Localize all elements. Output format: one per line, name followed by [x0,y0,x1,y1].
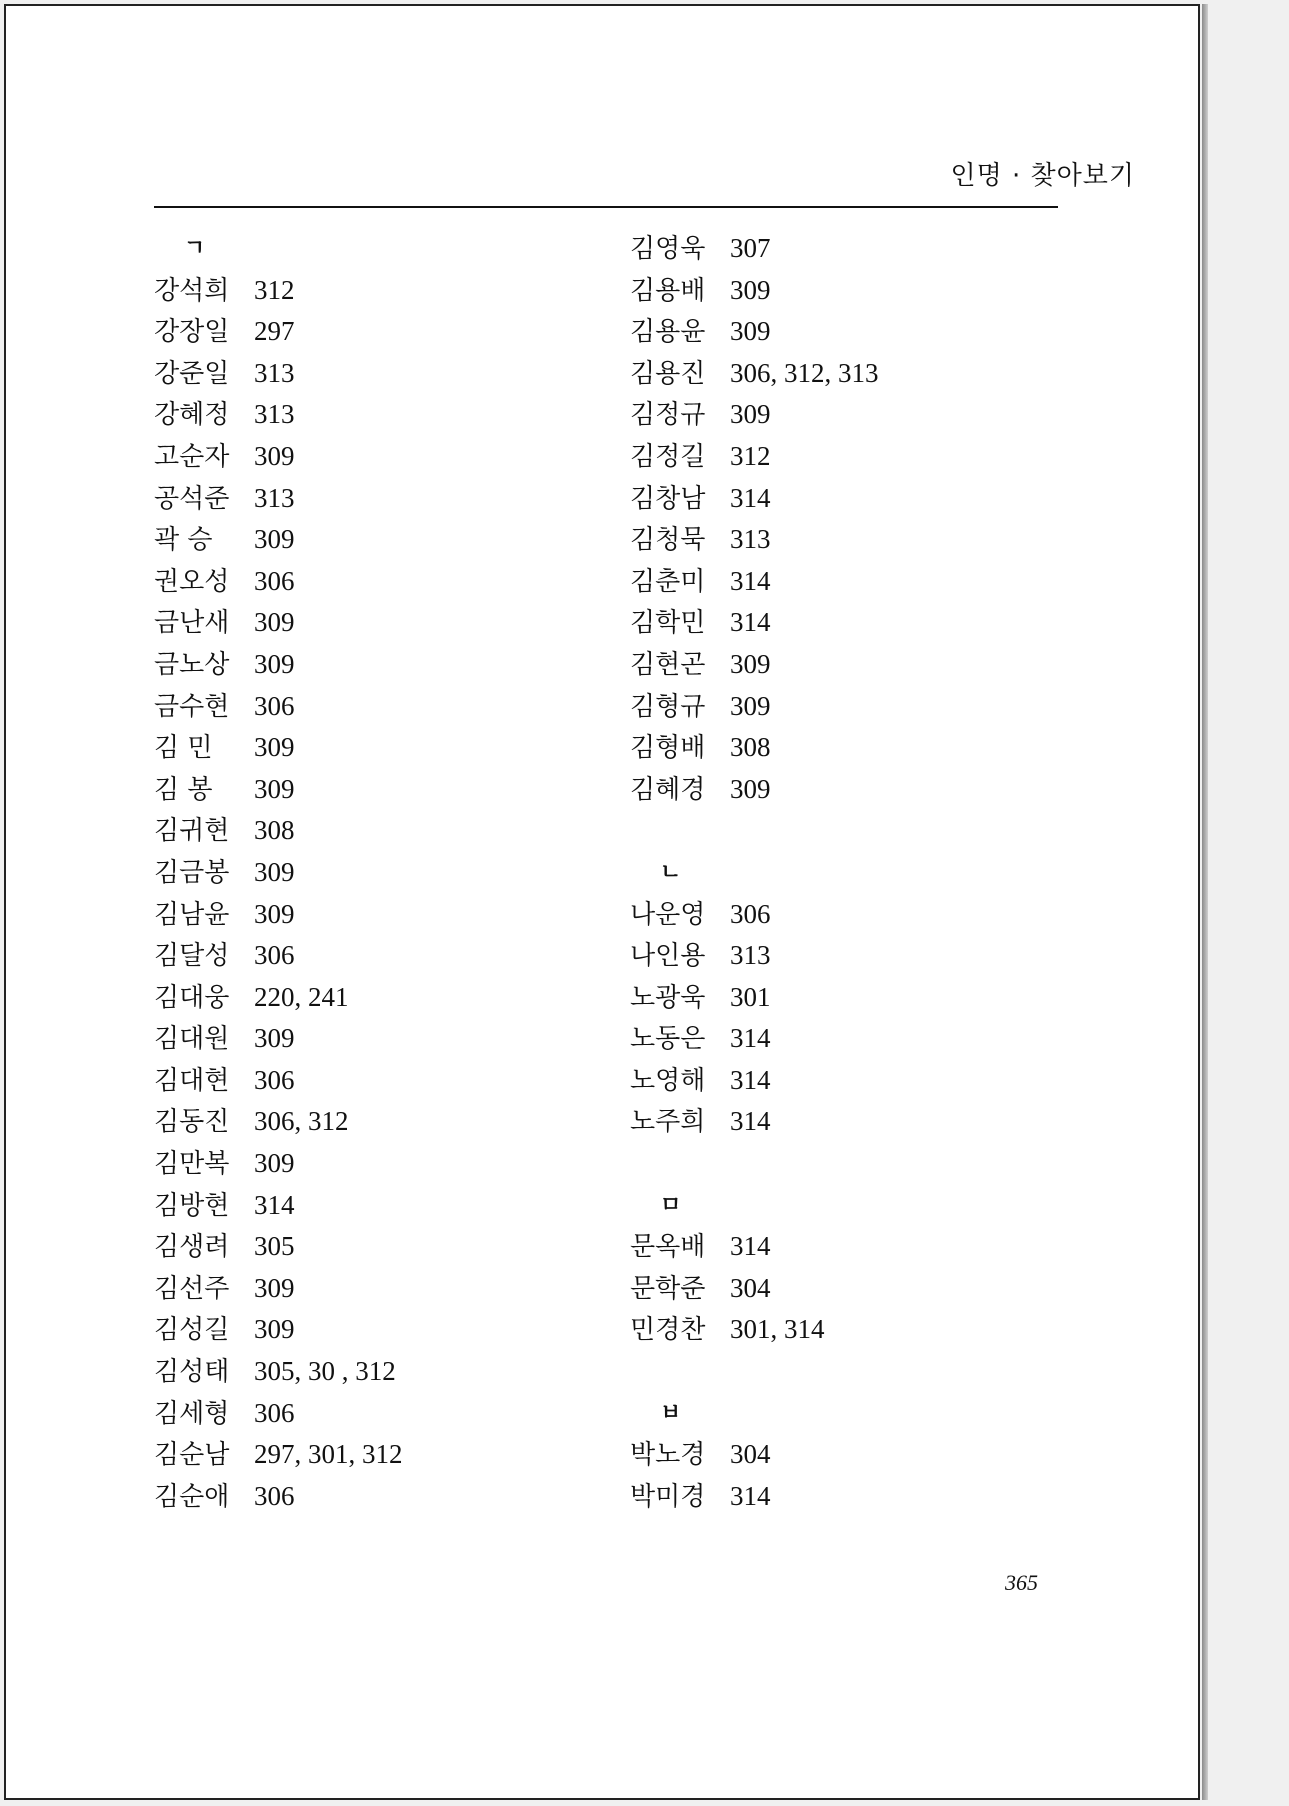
index-entry [630,270,1050,312]
index-entry [154,1143,574,1185]
index-entry [630,1309,1050,1351]
entry-pages: 314 [730,1064,771,1095]
index-entry [154,1476,574,1518]
entry-pages: 308 [730,732,771,763]
index-entry [630,1018,1050,1060]
entry-pages: 306, 312, 313 [730,357,879,388]
entry-name: 노주희 [630,1107,706,1138]
entry-name: 민경찬 [630,1315,706,1346]
index-entry [630,478,1050,520]
page-number: 365 [1005,1570,1038,1595]
entry-name: 고순자 [154,441,230,472]
index-entry [630,394,1050,436]
entry-name: 김정길 [630,441,706,472]
index-entry [154,852,574,894]
entry-pages: 309 [254,1023,295,1054]
entry-pages: 314 [254,1189,295,1220]
page-header-title: 인명 · 찾아보기 [950,161,1135,191]
index-entry [154,436,574,478]
entry-name: 김청묵 [630,525,706,556]
index-entry [630,311,1050,353]
entry-pages: 309 [254,607,295,638]
header-rule [154,206,1058,208]
index-entry [154,810,574,852]
index-entry [630,1226,1050,1268]
entry-name: 김대웅 [154,982,230,1013]
index-entry [154,311,574,353]
index-entry [154,769,574,811]
index-entry [154,1018,574,1060]
entry-pages: 313 [730,524,771,555]
index-entry [630,1268,1050,1310]
entry-name: 노광욱 [630,982,706,1013]
entry-name: 김동진 [154,1107,230,1138]
entry-pages: 306 [254,565,295,596]
entry-name: 권오성 [154,566,230,597]
index-entry [630,602,1050,644]
entry-pages: 305, 30 , 312 [254,1356,396,1387]
index-column-left [154,228,574,1517]
entry-pages: 297, 301, 312 [254,1439,403,1470]
entry-name: 금난새 [154,608,230,639]
index-entry [630,935,1050,977]
entry-pages: 314 [730,1023,771,1054]
index-section-heading: ㅂ [660,1400,682,1426]
index-entry [154,519,574,561]
entry-name: 김남윤 [154,899,230,930]
entry-pages: 312 [730,440,771,471]
index-entry [630,727,1050,769]
entry-pages: 309 [254,856,295,887]
entry-pages: 309 [254,1272,295,1303]
entry-pages: 306 [254,1064,295,1095]
index-entry [154,644,574,686]
index-entry [154,1268,574,1310]
entry-pages: 309 [254,648,295,679]
index-section-heading: ㅁ [660,1192,682,1218]
entry-name: 김혜경 [630,774,706,805]
entry-pages: 314 [730,482,771,513]
entry-name: 강장일 [154,317,230,348]
entry-name: 김 봉 [154,774,213,805]
index-entry [154,1185,574,1227]
index-entry [630,686,1050,728]
entry-name: 김현곤 [630,649,706,680]
entry-name: 김생려 [154,1232,230,1263]
entry-name: 강준일 [154,358,230,389]
entry-pages: 309 [730,316,771,347]
entry-name: 나운영 [630,899,706,930]
entry-name: 김정규 [630,400,706,431]
entry-name: 김금봉 [154,857,230,888]
index-entry [154,270,574,312]
entry-name: 김춘미 [630,566,706,597]
entry-pages: 314 [730,565,771,596]
index-entry [630,228,1050,270]
entry-pages: 308 [254,815,295,846]
index-entry [630,894,1050,936]
index-column-right [630,228,1050,1517]
entry-name: 김대원 [154,1024,230,1055]
page-edge-shadow [1202,4,1208,1800]
entry-pages: 313 [254,482,295,513]
entry-pages: 309 [254,773,295,804]
entry-pages: 304 [730,1272,771,1303]
entry-name: 김영욱 [630,234,706,264]
entry-pages: 306, 312 [254,1106,349,1137]
entry-pages: 309 [254,1148,295,1179]
index-entry [630,1434,1050,1476]
entry-name: 강혜정 [154,400,230,431]
entry-pages: 313 [254,399,295,430]
entry-name: 김창남 [630,483,706,514]
entry-name: 김순남 [154,1440,230,1471]
entry-pages: 314 [730,1106,771,1137]
index-entry [154,1226,574,1268]
entry-name: 김용윤 [630,317,706,348]
entry-pages: 301 [730,981,771,1012]
index-entry [154,1060,574,1102]
entry-name: 김성길 [154,1315,230,1346]
index-entry [630,977,1050,1019]
entry-name: 김순애 [154,1481,230,1512]
index-entry [154,478,574,520]
index-entry [154,1434,574,1476]
index-entry [630,644,1050,686]
entry-name: 노영해 [630,1065,706,1096]
index-entry [630,561,1050,603]
index-entry [154,561,574,603]
entry-name: 김학민 [630,608,706,639]
entry-name: 김세형 [154,1398,230,1429]
entry-pages: 301, 314 [730,1314,825,1345]
index-entry [630,1060,1050,1102]
index-section-heading: ㄴ [660,859,682,885]
index-entry [630,519,1050,561]
entry-name: 노동은 [630,1024,706,1055]
entry-name: 김달성 [154,941,230,972]
index-entry [154,977,574,1019]
entry-pages: 309 [730,648,771,679]
index-entry [630,769,1050,811]
entry-pages: 309 [254,898,295,929]
index-entry [154,1351,574,1393]
entry-name: 박노경 [630,1440,706,1471]
entry-name: 박미경 [630,1481,706,1512]
entry-name: 김방현 [154,1190,230,1221]
index-entry [154,727,574,769]
index-entry [154,894,574,936]
entry-name: 김용진 [630,358,706,389]
entry-name: 곽 승 [154,525,213,556]
entry-pages: 305 [254,1231,295,1262]
entry-name: 김귀현 [154,816,230,847]
entry-pages: 309 [254,732,295,763]
index-entry [154,1309,574,1351]
index-entry [154,394,574,436]
index-entry [630,353,1050,395]
entry-name: 김선주 [154,1273,230,1304]
entry-pages: 220, 241 [254,981,349,1012]
entry-pages: 309 [254,1314,295,1345]
entry-pages: 307 [730,233,771,263]
entry-name: 나인용 [630,941,706,972]
index-entry [154,686,574,728]
entry-name: 김 민 [154,733,213,764]
index-entry [154,602,574,644]
index-entry [154,1101,574,1143]
entry-name: 김용배 [630,275,706,306]
entry-pages: 306 [730,898,771,929]
index-section-heading: ㄱ [184,236,206,261]
entry-pages: 313 [254,357,295,388]
entry-pages: 309 [730,773,771,804]
entry-pages: 313 [730,940,771,971]
section-spacer [630,1143,1050,1185]
entry-name: 김성태 [154,1357,230,1388]
entry-pages: 297 [254,316,295,347]
index-entry [154,935,574,977]
entry-pages: 312 [254,274,295,305]
index-entry [630,436,1050,478]
entry-name: 금노상 [154,649,230,680]
entry-pages: 306 [254,690,295,721]
entry-pages: 309 [254,440,295,471]
entry-pages: 309 [254,524,295,555]
entry-pages: 309 [730,690,771,721]
entry-pages: 309 [730,399,771,430]
entry-name: 김대현 [154,1065,230,1096]
index-entry [630,1476,1050,1518]
entry-pages: 314 [730,1231,771,1262]
entry-name: 문옥배 [630,1232,706,1263]
entry-pages: 314 [730,1480,771,1511]
entry-name: 김형배 [630,733,706,764]
index-entry [154,1393,574,1435]
index-entry [154,353,574,395]
entry-name: 문학준 [630,1273,706,1304]
entry-pages: 314 [730,607,771,638]
entry-pages: 306 [254,1397,295,1428]
entry-pages: 309 [730,274,771,305]
entry-name: 강석희 [154,275,230,306]
entry-pages: 306 [254,1480,295,1511]
entry-name: 공석준 [154,483,230,514]
entry-pages: 304 [730,1439,771,1470]
entry-name: 김형규 [630,691,706,722]
entry-name: 김만복 [154,1149,230,1180]
section-spacer [630,1351,1050,1393]
index-entry [630,1101,1050,1143]
entry-pages: 306 [254,940,295,971]
entry-name: 금수현 [154,691,230,722]
section-spacer [630,810,1050,852]
